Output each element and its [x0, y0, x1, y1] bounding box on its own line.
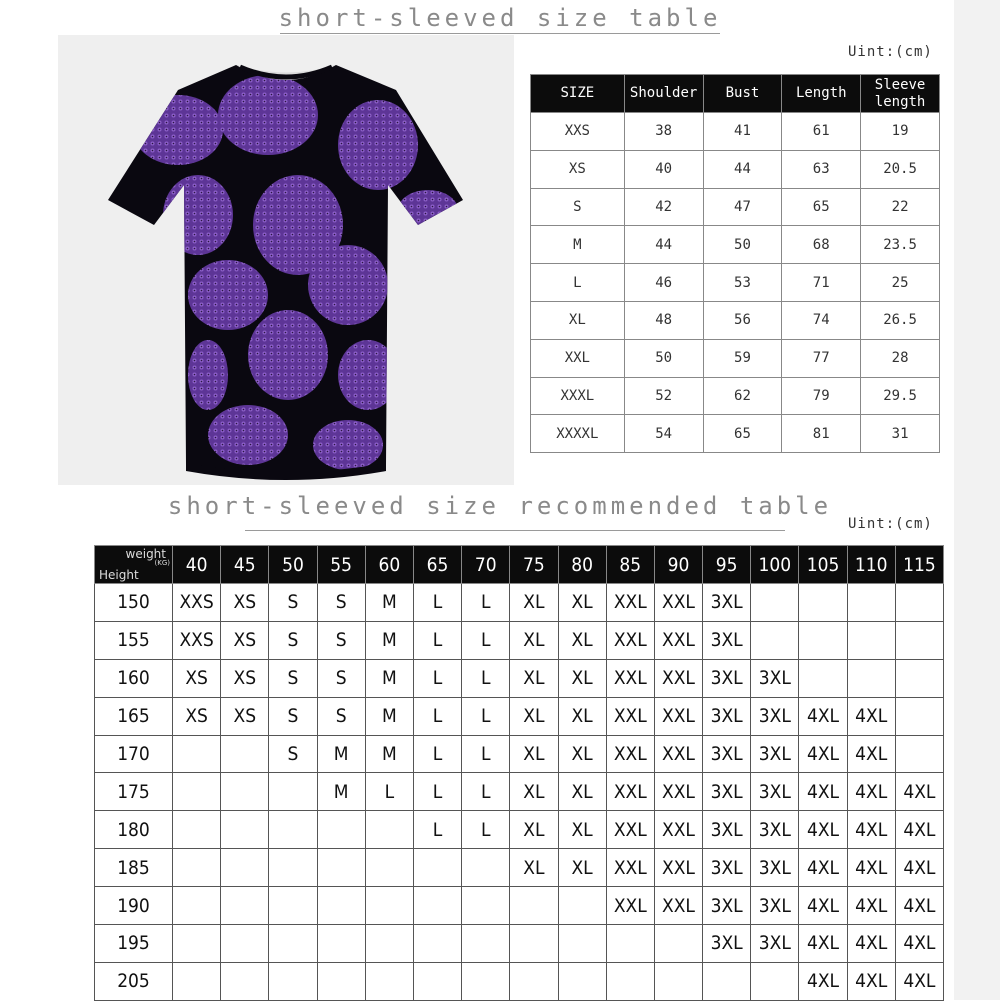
recommended-size-cell — [221, 925, 269, 963]
recommended-size-cell: L — [462, 659, 510, 697]
measurement-cell: 71 — [782, 264, 861, 302]
recommended-size-cell: XL — [558, 811, 606, 849]
recommended-size-cell: 3XL — [751, 697, 799, 735]
measurement-cell: 65 — [782, 188, 861, 226]
recommended-size-cell: 4XL — [895, 925, 943, 963]
recommended-size-cell — [799, 621, 847, 659]
recommended-size-cell: XL — [558, 849, 606, 887]
recommended-size-cell: L — [413, 584, 461, 622]
recommended-size-cell: 3XL — [751, 735, 799, 773]
measurement-cell: 81 — [782, 415, 861, 453]
recommended-size-cell — [510, 925, 558, 963]
recommended-size-cell — [221, 887, 269, 925]
height-cell: 170 — [95, 735, 173, 773]
measurement-cell: 65 — [703, 415, 782, 453]
height-cell: 155 — [95, 621, 173, 659]
recommended-size-cell: L — [462, 621, 510, 659]
height-cell: 175 — [95, 773, 173, 811]
recommended-size-cell: XS — [221, 659, 269, 697]
recommended-size-cell — [221, 962, 269, 1000]
measurement-cell: 31 — [861, 415, 940, 453]
recommended-size-cell: S — [317, 697, 365, 735]
recommended-size-cell: 3XL — [751, 773, 799, 811]
recommended-size-cell — [847, 584, 895, 622]
recommended-size-cell: L — [462, 697, 510, 735]
recommended-size-cell: 3XL — [703, 697, 751, 735]
recommended-table-title: short-sleeved size recommended table — [167, 492, 833, 520]
recommended-size-cell — [799, 659, 847, 697]
recommended-size-cell: 4XL — [799, 811, 847, 849]
recommended-size-cell: 4XL — [847, 887, 895, 925]
height-row — [95, 659, 944, 697]
recommended-size-cell — [847, 621, 895, 659]
height-row — [95, 621, 944, 659]
height-cell: 190 — [95, 887, 173, 925]
recommended-size-cell: M — [365, 584, 413, 622]
recommended-size-cell — [173, 849, 221, 887]
recommended-size-cell: XXL — [606, 659, 654, 697]
height-cell: 185 — [95, 849, 173, 887]
recommended-size-cell: XXL — [654, 773, 702, 811]
recommended-size-cell — [317, 811, 365, 849]
size-label-cell: XXL — [531, 339, 625, 377]
measurement-cell: 46 — [624, 264, 703, 302]
recommended-size-cell — [654, 925, 702, 963]
recommended-size-cell — [365, 849, 413, 887]
recommended-size-cell: 4XL — [895, 849, 943, 887]
size-table-title: short-sleeved size table — [278, 4, 722, 32]
recommended-size-cell — [269, 962, 317, 1000]
measurement-cell: 56 — [703, 301, 782, 339]
size-spec-row — [531, 188, 940, 226]
recommended-size-cell: L — [462, 584, 510, 622]
recommended-size-cell: XXL — [654, 735, 702, 773]
recommended-size-cell: 3XL — [703, 849, 751, 887]
weight-header-cell: 115 — [895, 546, 943, 584]
recommended-size-cell: XXL — [654, 849, 702, 887]
height-row — [95, 735, 944, 773]
recommended-size-cell: 4XL — [847, 925, 895, 963]
recommended-size-cell: XXL — [606, 697, 654, 735]
recommended-size-cell: L — [413, 621, 461, 659]
weight-header-cell: 80 — [558, 546, 606, 584]
recommended-size-cell: 4XL — [799, 697, 847, 735]
recommended-size-cell — [221, 811, 269, 849]
recommended-size-cell — [462, 849, 510, 887]
header-length: Length — [782, 75, 861, 113]
recommended-size-cell: XL — [510, 584, 558, 622]
recommended-size-cell — [221, 773, 269, 811]
height-row — [95, 697, 944, 735]
recommended-size-cell: 4XL — [847, 697, 895, 735]
recommended-size-cell — [558, 887, 606, 925]
recommended-size-cell: S — [269, 659, 317, 697]
recommended-size-cell: 4XL — [799, 887, 847, 925]
size-spec-row — [531, 264, 940, 302]
recommended-size-cell: XL — [510, 621, 558, 659]
recommended-size-cell — [173, 811, 221, 849]
measurement-cell: 20.5 — [861, 150, 940, 188]
measurement-cell: 74 — [782, 301, 861, 339]
recommended-size-cell: XXL — [654, 697, 702, 735]
recommended-size-cell: XXL — [606, 773, 654, 811]
recommended-size-cell: L — [413, 735, 461, 773]
recommended-size-cell: L — [462, 773, 510, 811]
recommended-size-cell: 3XL — [703, 773, 751, 811]
weight-header-row — [95, 546, 944, 584]
recommended-size-cell: XXL — [606, 811, 654, 849]
recommended-size-cell: 3XL — [751, 887, 799, 925]
height-row — [95, 849, 944, 887]
recommended-size-cell: 3XL — [703, 887, 751, 925]
recommended-size-cell: 3XL — [703, 735, 751, 773]
recommended-size-cell: S — [317, 659, 365, 697]
recommended-size-cell — [365, 925, 413, 963]
recommended-size-cell — [895, 584, 943, 622]
recommended-size-cell: XL — [510, 697, 558, 735]
recommended-size-cell: 3XL — [703, 811, 751, 849]
recommended-size-cell — [895, 697, 943, 735]
recommended-size-cell: XXL — [654, 659, 702, 697]
recommended-size-cell — [462, 925, 510, 963]
recommended-size-cell: M — [365, 621, 413, 659]
recommended-size-cell: 3XL — [751, 811, 799, 849]
recommended-size-cell: 3XL — [703, 659, 751, 697]
recommended-size-cell: XL — [510, 735, 558, 773]
measurement-cell: 44 — [624, 226, 703, 264]
height-row — [95, 811, 944, 849]
recommended-size-cell: L — [413, 773, 461, 811]
recommended-size-cell: XXL — [654, 584, 702, 622]
recommended-size-cell — [510, 962, 558, 1000]
height-cell: 160 — [95, 659, 173, 697]
recommended-size-cell — [895, 621, 943, 659]
recommended-size-cell: 4XL — [799, 849, 847, 887]
header-shoulder: Shoulder — [624, 75, 703, 113]
recommended-size-cell: S — [269, 584, 317, 622]
size-spec-table — [530, 74, 940, 453]
corner-height-label: Height — [99, 568, 139, 582]
size-spec-row — [531, 113, 940, 151]
size-label-cell: XXXL — [531, 377, 625, 415]
recommended-size-cell — [799, 584, 847, 622]
recommended-size-cell: L — [413, 697, 461, 735]
measurement-cell: 77 — [782, 339, 861, 377]
height-cell: 165 — [95, 697, 173, 735]
recommended-size-cell: 4XL — [895, 962, 943, 1000]
recommended-size-cell: 4XL — [895, 773, 943, 811]
recommended-size-cell: L — [365, 773, 413, 811]
recommended-size-cell — [365, 811, 413, 849]
recommended-size-cell: XL — [510, 811, 558, 849]
header-bust: Bust — [703, 75, 782, 113]
measurement-cell: 54 — [624, 415, 703, 453]
measurement-cell: 48 — [624, 301, 703, 339]
height-row — [95, 925, 944, 963]
weight-header-cell: 55 — [317, 546, 365, 584]
recommended-size-cell: L — [413, 811, 461, 849]
recommended-size-cell — [654, 962, 702, 1000]
recommended-size-cell — [269, 887, 317, 925]
measurement-cell: 38 — [624, 113, 703, 151]
recommended-size-cell: XXL — [606, 735, 654, 773]
recommended-size-cell — [317, 887, 365, 925]
recommended-size-cell — [413, 887, 461, 925]
recommended-size-cell: 4XL — [847, 773, 895, 811]
recommended-size-cell: XL — [510, 659, 558, 697]
recommended-size-cell: S — [269, 621, 317, 659]
weight-header-cell: 70 — [462, 546, 510, 584]
recommended-size-cell — [751, 962, 799, 1000]
corner-cell — [95, 546, 173, 584]
recommended-size-cell — [365, 962, 413, 1000]
weight-header-cell: 40 — [173, 546, 221, 584]
recommended-size-cell: XXS — [173, 584, 221, 622]
recommended-size-cell: XL — [510, 849, 558, 887]
recommended-size-cell: XS — [221, 697, 269, 735]
height-cell: 150 — [95, 584, 173, 622]
weight-header-cell: 85 — [606, 546, 654, 584]
title-underline — [280, 33, 720, 34]
recommended-size-cell — [462, 962, 510, 1000]
height-cell: 180 — [95, 811, 173, 849]
recommended-title-underline — [245, 530, 785, 531]
recommended-size-cell — [462, 887, 510, 925]
height-row — [95, 962, 944, 1000]
recommended-size-cell — [317, 962, 365, 1000]
size-label-cell: XS — [531, 150, 625, 188]
recommended-size-cell: 4XL — [799, 925, 847, 963]
recommended-size-cell: XS — [173, 659, 221, 697]
recommended-size-cell — [173, 962, 221, 1000]
recommended-size-cell — [221, 849, 269, 887]
measurement-cell: 52 — [624, 377, 703, 415]
recommended-size-cell: M — [317, 773, 365, 811]
recommended-size-cell: XS — [221, 621, 269, 659]
recommended-size-cell — [413, 925, 461, 963]
recommended-table-unit: Uint:(cm) — [848, 516, 933, 532]
size-spec-row — [531, 415, 940, 453]
recommended-size-cell: S — [269, 697, 317, 735]
recommended-size-cell: S — [269, 735, 317, 773]
recommended-size-cell — [606, 962, 654, 1000]
measurement-cell: 79 — [782, 377, 861, 415]
recommended-size-cell: XL — [558, 735, 606, 773]
recommended-size-cell: 4XL — [847, 849, 895, 887]
recommended-size-cell: XS — [173, 697, 221, 735]
measurement-cell: 23.5 — [861, 226, 940, 264]
recommended-size-cell: XXS — [173, 621, 221, 659]
weight-header-cell: 50 — [269, 546, 317, 584]
recommended-size-cell: 3XL — [703, 925, 751, 963]
size-recommended-table — [94, 545, 944, 1001]
recommended-size-cell — [365, 887, 413, 925]
recommended-size-cell — [751, 584, 799, 622]
height-cell: 205 — [95, 962, 173, 1000]
recommended-size-cell: XXL — [606, 849, 654, 887]
recommended-size-cell: 3XL — [751, 659, 799, 697]
recommended-size-cell: XL — [558, 773, 606, 811]
measurement-cell: 53 — [703, 264, 782, 302]
recommended-size-cell: S — [317, 584, 365, 622]
recommended-size-cell — [558, 925, 606, 963]
recommended-size-cell: XL — [558, 659, 606, 697]
recommended-size-cell — [510, 887, 558, 925]
measurement-cell: 47 — [703, 188, 782, 226]
measurement-cell: 59 — [703, 339, 782, 377]
header-sleeve-length: Sleeve length — [861, 75, 940, 113]
size-label-cell: XXS — [531, 113, 625, 151]
recommended-size-cell: 4XL — [895, 887, 943, 925]
weight-header-cell: 105 — [799, 546, 847, 584]
size-spec-row — [531, 301, 940, 339]
weight-header-cell: 75 — [510, 546, 558, 584]
measurement-cell: 25 — [861, 264, 940, 302]
measurement-cell: 19 — [861, 113, 940, 151]
recommended-size-cell: L — [413, 659, 461, 697]
recommended-size-cell: 3XL — [703, 584, 751, 622]
size-spec-row — [531, 377, 940, 415]
measurement-cell: 44 — [703, 150, 782, 188]
recommended-size-cell — [269, 925, 317, 963]
recommended-size-cell: L — [462, 811, 510, 849]
recommended-size-cell: L — [462, 735, 510, 773]
recommended-size-cell: XXL — [654, 887, 702, 925]
size-label-cell: M — [531, 226, 625, 264]
recommended-size-cell: XXL — [654, 621, 702, 659]
recommended-size-cell — [173, 887, 221, 925]
recommended-size-cell — [895, 659, 943, 697]
recommended-size-cell — [847, 659, 895, 697]
recommended-size-cell — [413, 962, 461, 1000]
recommended-size-cell — [317, 849, 365, 887]
recommended-size-cell: 4XL — [799, 962, 847, 1000]
recommended-size-cell: XL — [558, 697, 606, 735]
weight-header-cell: 100 — [751, 546, 799, 584]
recommended-size-cell: 4XL — [799, 773, 847, 811]
header-size: SIZE — [531, 75, 625, 113]
recommended-size-cell — [413, 849, 461, 887]
recommended-size-cell: 4XL — [847, 962, 895, 1000]
size-label-cell: XXXXL — [531, 415, 625, 453]
recommended-size-cell — [751, 621, 799, 659]
recommended-size-cell: 4XL — [895, 811, 943, 849]
recommended-size-cell — [173, 773, 221, 811]
recommended-size-cell: XL — [558, 584, 606, 622]
recommended-size-cell — [895, 735, 943, 773]
recommended-size-cell: XXL — [606, 621, 654, 659]
measurement-cell: 63 — [782, 150, 861, 188]
size-spec-row — [531, 339, 940, 377]
measurement-cell: 61 — [782, 113, 861, 151]
recommended-size-cell: M — [365, 659, 413, 697]
measurement-cell: 42 — [624, 188, 703, 226]
corner-weight-label: weight — [125, 547, 166, 561]
size-table-unit: Uint:(cm) — [848, 44, 933, 60]
recommended-size-cell: XXL — [606, 887, 654, 925]
recommended-size-cell: 4XL — [799, 735, 847, 773]
height-row — [95, 584, 944, 622]
recommended-size-cell — [269, 849, 317, 887]
weight-header-cell: 65 — [413, 546, 461, 584]
recommended-size-cell: 3XL — [751, 925, 799, 963]
measurement-cell: 41 — [703, 113, 782, 151]
recommended-size-cell: 3XL — [703, 621, 751, 659]
recommended-size-cell: XXL — [654, 811, 702, 849]
size-label-cell: S — [531, 188, 625, 226]
measurement-cell: 40 — [624, 150, 703, 188]
recommended-size-cell — [703, 962, 751, 1000]
recommended-size-cell — [558, 962, 606, 1000]
size-spec-row — [531, 226, 940, 264]
measurement-cell: 26.5 — [861, 301, 940, 339]
recommended-size-cell: XS — [221, 584, 269, 622]
measurement-cell: 29.5 — [861, 377, 940, 415]
weight-header-cell: 45 — [221, 546, 269, 584]
recommended-size-cell: S — [317, 621, 365, 659]
recommended-size-cell — [269, 811, 317, 849]
measurement-cell: 28 — [861, 339, 940, 377]
recommended-size-cell: XL — [558, 621, 606, 659]
measurement-cell: 50 — [703, 226, 782, 264]
recommended-size-cell: 4XL — [847, 811, 895, 849]
recommended-size-cell: 3XL — [751, 849, 799, 887]
measurement-cell: 68 — [782, 226, 861, 264]
size-label-cell: XL — [531, 301, 625, 339]
recommended-size-cell — [269, 773, 317, 811]
size-spec-header-row — [531, 75, 940, 113]
recommended-size-cell — [173, 735, 221, 773]
weight-header-cell: 95 — [703, 546, 751, 584]
weight-header-cell: 110 — [847, 546, 895, 584]
measurement-cell: 50 — [624, 339, 703, 377]
weight-header-cell: 60 — [365, 546, 413, 584]
corner-kg-label: (KG) — [154, 559, 170, 567]
recommended-size-cell: XXL — [606, 584, 654, 622]
measurement-cell: 62 — [703, 377, 782, 415]
recommended-size-cell — [606, 925, 654, 963]
size-label-cell: L — [531, 264, 625, 302]
recommended-size-cell — [317, 925, 365, 963]
weight-header-cell: 90 — [654, 546, 702, 584]
recommended-size-cell: M — [365, 697, 413, 735]
recommended-size-cell: M — [317, 735, 365, 773]
recommended-size-cell: M — [365, 735, 413, 773]
height-row — [95, 773, 944, 811]
tshirt-image — [58, 35, 514, 485]
product-photo — [58, 35, 514, 485]
recommended-size-cell: XL — [510, 773, 558, 811]
height-cell: 195 — [95, 925, 173, 963]
height-row — [95, 887, 944, 925]
size-spec-row — [531, 150, 940, 188]
measurement-cell: 22 — [861, 188, 940, 226]
recommended-size-cell — [173, 925, 221, 963]
recommended-size-cell: 4XL — [847, 735, 895, 773]
recommended-size-cell — [221, 735, 269, 773]
